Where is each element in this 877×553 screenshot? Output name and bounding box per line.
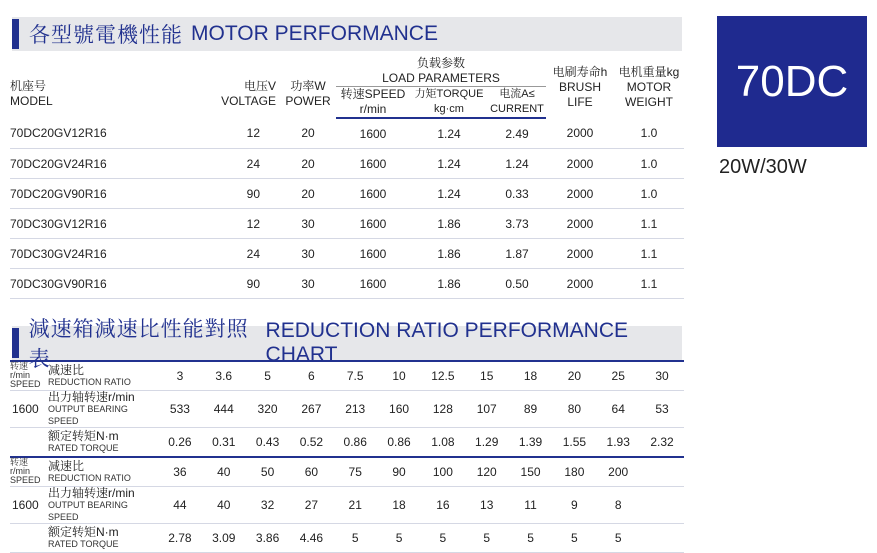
value-cell: 25 [596, 361, 640, 391]
cell-life: 2000 [546, 149, 614, 179]
value-cell: 444 [202, 391, 246, 428]
value-cell: 533 [158, 391, 202, 428]
voltage-header-cn: 电压V [243, 79, 276, 93]
cell-life: 2000 [546, 209, 614, 239]
row-label-cn: 出力轴转速r/min [48, 486, 135, 500]
value-cell: 75 [333, 457, 377, 487]
speed-label-line: SPEED [10, 379, 41, 389]
value-cell: 320 [246, 391, 290, 428]
cell-voltage: 12 [200, 118, 280, 149]
cell-voltage: 24 [200, 239, 280, 269]
cell-voltage: 12 [200, 209, 280, 239]
row-label-cn: 出力轴转速r/min [48, 390, 135, 404]
row-label-cn: 减速比 [48, 459, 85, 473]
speed-label-line: 转速 [10, 457, 29, 467]
cell-current: 3.73 [488, 209, 546, 239]
cell-weight: 1.1 [614, 209, 684, 239]
brush-header-cn: 电刷寿命h [552, 64, 608, 79]
table-row [10, 118, 684, 149]
speed-label-line: 转速 [10, 361, 29, 371]
cell-power: 30 [280, 239, 336, 269]
load-parameters-header [336, 56, 546, 87]
value-cell: 5 [246, 361, 290, 391]
cell-torque: 1.86 [410, 209, 488, 239]
cell-weight: 1.1 [614, 239, 684, 269]
header-accent-bar [12, 328, 19, 358]
value-cell: 1.39 [509, 428, 553, 458]
row-label-en: RATED TORQUE [48, 539, 119, 549]
value-cell: 7.5 [333, 361, 377, 391]
row-label [48, 361, 158, 391]
row-label-cn: 额定转矩N·m [48, 429, 119, 443]
value-cell: 32 [246, 487, 290, 524]
value-cell: 90 [377, 457, 421, 487]
row-label-en: RATED TORQUE [48, 443, 119, 453]
header-accent-bar [12, 19, 19, 49]
speed-header-unit: r/min [359, 102, 387, 116]
value-cell: 107 [465, 391, 509, 428]
value-cell: 21 [333, 487, 377, 524]
value-cell: 1.29 [465, 428, 509, 458]
load-header-en: LOAD PARAMETERS [382, 71, 500, 85]
cell-speed: 1600 [336, 269, 410, 299]
row-label-en: OUTPUT BEARING SPEED [48, 404, 128, 426]
motor-weight-header [614, 56, 684, 118]
speed-label-cell [10, 361, 48, 391]
reduction-row-speeds [10, 487, 684, 524]
weight-header-cn: 电机重量kg [618, 64, 680, 79]
cell-speed: 1600 [336, 239, 410, 269]
table-row [10, 209, 684, 239]
cell-weight: 1.0 [614, 118, 684, 149]
reduction-row-torques [10, 524, 684, 553]
cell-model: 70DC20GV24R16 [10, 149, 200, 179]
value-cell: 89 [509, 391, 553, 428]
value-cell: 53 [640, 391, 684, 428]
row-label [48, 524, 158, 553]
weight-header-en1: MOTOR [626, 79, 672, 94]
row-label-en: REDUCTION RATIO [48, 377, 131, 387]
value-cell: 18 [509, 361, 553, 391]
value-cell: 20 [552, 361, 596, 391]
cell-current: 1.24 [488, 149, 546, 179]
value-cell: 120 [465, 457, 509, 487]
value-cell: 18 [377, 487, 421, 524]
speed-label-cell [10, 457, 48, 487]
value-cell: 180 [552, 457, 596, 487]
cell-life: 2000 [546, 269, 614, 299]
current-header-label: 电流A≤ [499, 88, 535, 100]
model-header [10, 56, 200, 118]
value-cell: 4.46 [289, 524, 333, 553]
cell-power: 30 [280, 269, 336, 299]
reduction-row-ratios [10, 457, 684, 487]
badge-model-text: 70DC [735, 56, 849, 106]
value-cell: 200 [596, 457, 640, 487]
brush-header-en2: LIFE [567, 94, 593, 109]
cell-torque: 1.24 [410, 179, 488, 209]
voltage-header [200, 56, 280, 118]
speed-header [336, 87, 410, 119]
value-cell: 15 [465, 361, 509, 391]
value-cell: 150 [509, 457, 553, 487]
value-cell: 1.55 [552, 428, 596, 458]
current-header [488, 87, 546, 119]
model-badge [717, 16, 867, 147]
value-cell: 128 [421, 391, 465, 428]
power-range-text: 20W/30W [719, 156, 807, 178]
value-cell: 5 [377, 524, 421, 553]
value-cell: 2.32 [640, 428, 684, 458]
cell-current: 0.50 [488, 269, 546, 299]
motor-performance-header [12, 17, 682, 51]
value-cell: 0.43 [246, 428, 290, 458]
cell-model: 70DC30GV90R16 [10, 269, 200, 299]
reduction-row-ratios [10, 361, 684, 391]
row-label [48, 457, 158, 487]
value-cell: 13 [465, 487, 509, 524]
table-row [10, 239, 684, 269]
torque-header [410, 87, 488, 119]
power-header-en: POWER [285, 94, 331, 108]
speed-value-cell: 1600 [10, 487, 48, 524]
cell-life: 2000 [546, 118, 614, 149]
value-cell: 5 [465, 524, 509, 553]
value-cell: 12.5 [421, 361, 465, 391]
value-cell: 3.6 [202, 361, 246, 391]
value-cell: 80 [552, 391, 596, 428]
value-cell: 0.26 [158, 428, 202, 458]
cell-weight: 1.0 [614, 179, 684, 209]
value-cell: 5 [596, 524, 640, 553]
value-cell: 64 [596, 391, 640, 428]
power-header [280, 56, 336, 118]
reduction-row-torques [10, 428, 684, 458]
value-cell: 0.86 [377, 428, 421, 458]
value-cell: 10 [377, 361, 421, 391]
cell-life: 2000 [546, 239, 614, 269]
value-cell: 3 [158, 361, 202, 391]
speed-label-line: SPEED [10, 475, 41, 485]
value-cell: 160 [377, 391, 421, 428]
value-cell: 100 [421, 457, 465, 487]
reduction-ratio-table [10, 360, 684, 553]
current-header-en: CURRENT [490, 103, 544, 115]
power-header-cn: 功率W [290, 79, 326, 93]
value-cell: 44 [158, 487, 202, 524]
value-cell: 5 [552, 524, 596, 553]
value-cell: 30 [640, 361, 684, 391]
model-header-cn: 机座号 [10, 79, 47, 93]
value-cell: 267 [289, 391, 333, 428]
cell-power: 30 [280, 209, 336, 239]
speed-value-cell: 1600 [10, 391, 48, 428]
value-cell: 8 [596, 487, 640, 524]
torque-header-label: 力矩TORQUE [414, 88, 484, 100]
cell-torque: 1.24 [410, 149, 488, 179]
cell-voltage: 90 [200, 179, 280, 209]
speed-label-line: r/min [10, 466, 30, 476]
row-label [48, 487, 158, 524]
cell-torque: 1.24 [410, 118, 488, 149]
table-row [10, 179, 684, 209]
reduction-row-speeds [10, 391, 684, 428]
value-cell: 16 [421, 487, 465, 524]
cell-speed: 1600 [336, 179, 410, 209]
cell-model: 70DC20GV12R16 [10, 118, 200, 149]
value-cell [640, 457, 684, 487]
cell-voltage: 90 [200, 269, 280, 299]
empty-cell [10, 428, 48, 458]
load-header-cn: 负载参数 [416, 56, 465, 70]
motor-performance-table [10, 56, 684, 299]
speed-header-label: 转速SPEED [340, 87, 406, 101]
speed-label-line: r/min [10, 370, 30, 380]
row-label-cn: 减速比 [48, 363, 85, 377]
value-cell: 60 [289, 457, 333, 487]
table-row [10, 269, 684, 299]
value-cell: 50 [246, 457, 290, 487]
value-cell: 5 [333, 524, 377, 553]
cell-torque: 1.86 [410, 239, 488, 269]
value-cell: 3.86 [246, 524, 290, 553]
value-cell: 36 [158, 457, 202, 487]
model-header-en: MODEL [10, 94, 53, 108]
value-cell: 27 [289, 487, 333, 524]
value-cell: 0.86 [333, 428, 377, 458]
cell-speed: 1600 [336, 149, 410, 179]
cell-speed: 1600 [336, 209, 410, 239]
cell-life: 2000 [546, 179, 614, 209]
cell-weight: 1.0 [614, 149, 684, 179]
cell-weight: 1.1 [614, 269, 684, 299]
cell-voltage: 24 [200, 149, 280, 179]
motor-section-title-en: MOTOR PERFORMANCE [191, 22, 438, 45]
value-cell: 40 [202, 487, 246, 524]
cell-model: 70DC20GV90R16 [10, 179, 200, 209]
row-label [48, 391, 158, 428]
value-cell: 5 [509, 524, 553, 553]
cell-speed: 1600 [336, 118, 410, 149]
value-cell: 0.31 [202, 428, 246, 458]
row-label [48, 428, 158, 458]
value-cell [640, 487, 684, 524]
value-cell: 9 [552, 487, 596, 524]
cell-torque: 1.86 [410, 269, 488, 299]
cell-current: 1.87 [488, 239, 546, 269]
value-cell: 3.09 [202, 524, 246, 553]
cell-current: 0.33 [488, 179, 546, 209]
cell-power: 20 [280, 149, 336, 179]
value-cell: 2.78 [158, 524, 202, 553]
value-cell: 1.93 [596, 428, 640, 458]
value-cell: 1.08 [421, 428, 465, 458]
value-cell: 213 [333, 391, 377, 428]
value-cell: 0.52 [289, 428, 333, 458]
value-cell [640, 524, 684, 553]
torque-header-unit: kg·cm [434, 103, 464, 115]
cell-model: 70DC30GV24R16 [10, 239, 200, 269]
motor-section-title-cn: 各型號電機性能 [29, 23, 183, 47]
row-label-en: OUTPUT BEARING SPEED [48, 500, 128, 522]
cell-power: 20 [280, 179, 336, 209]
brush-life-header [546, 56, 614, 118]
row-label-cn: 额定转矩N·m [48, 525, 119, 539]
reduction-section-title-en: REDUCTION RATIO PERFORMANCE CHART [265, 319, 629, 366]
reduction-section-title-cn: 減速箱減速比性能對照表 [28, 317, 249, 371]
cell-current: 2.49 [488, 118, 546, 149]
value-cell: 40 [202, 457, 246, 487]
value-cell: 11 [509, 487, 553, 524]
brush-header-en1: BRUSH [558, 79, 601, 94]
empty-cell [10, 524, 48, 553]
row-label-en: REDUCTION RATIO [48, 473, 131, 483]
cell-model: 70DC30GV12R16 [10, 209, 200, 239]
voltage-header-en: VOLTAGE [221, 94, 276, 108]
value-cell: 5 [421, 524, 465, 553]
table-row [10, 149, 684, 179]
value-cell: 6 [289, 361, 333, 391]
cell-power: 20 [280, 118, 336, 149]
weight-header-en2: WEIGHT [625, 94, 673, 109]
